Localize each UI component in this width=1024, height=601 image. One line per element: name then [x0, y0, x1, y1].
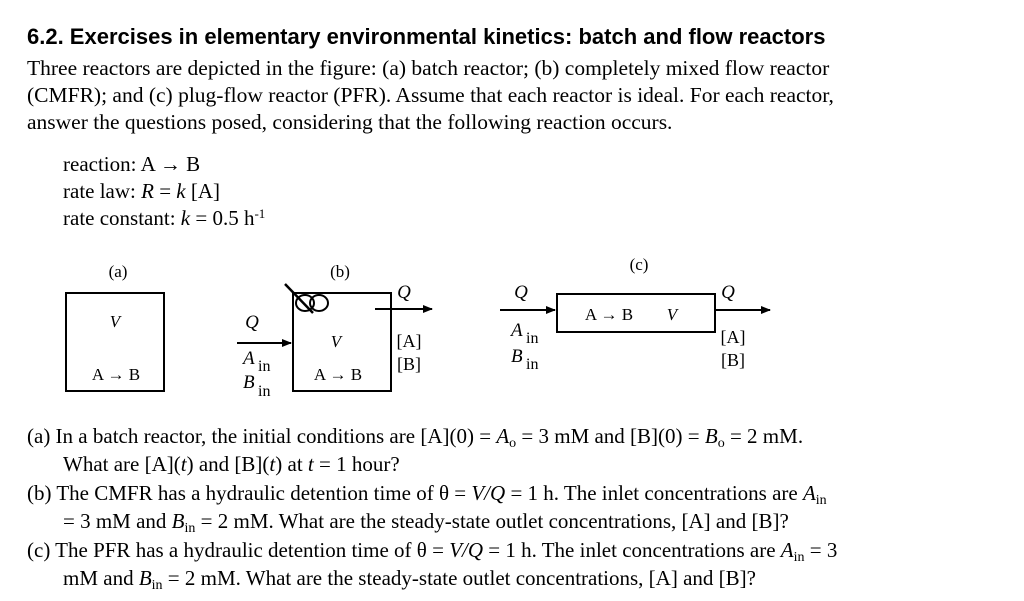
mixer-blade-right: [310, 295, 328, 311]
pfr-inlet-A-sub: in: [526, 330, 539, 347]
pfr-inlet-A-label: A: [511, 320, 523, 341]
cmfr-outlet-A-label: [A]: [396, 331, 422, 351]
pfr-inlet-flow-label: Q: [514, 282, 528, 303]
intro-line-2: (CMFR); and (c) plug-flow reactor (PFR). Assume that each reactor is ideal. For each reactor,: [27, 83, 834, 107]
pfr-inlet-B-label: B: [511, 346, 523, 367]
pfr-outlet-A-label: [A]: [720, 327, 746, 347]
batch-reaction-label: A → B: [91, 365, 141, 384]
section-heading: 6.2. Exercises in elementary environmental kinetics: batch and flow reactors: [27, 24, 826, 49]
pfr-outlet-flow-label: Q: [721, 282, 735, 303]
batch-volume-label: V: [109, 312, 121, 331]
cmfr-inlet-A-label: A: [243, 348, 255, 369]
cmfr-outlet-B-label: [B]: [397, 354, 421, 374]
pfr-inlet-B-sub: in: [526, 356, 539, 373]
cmfr-outlet-flow-label: Q: [397, 282, 411, 303]
question-a-line-1: (a) In a batch reactor, the initial conditions are $[A](0) = A_o = 3$ mM and $[B](0) = B_o = 2$ mM.: [27, 424, 804, 451]
cmfr-volume-label: V: [330, 332, 342, 351]
reaction-line: reaction: A → B: [63, 152, 201, 176]
question-b-line-1: (b) The CMFR has a hydraulic detention time of θ = V/Q = 1 h. The inlet concentrations are $A_{in}$: [27, 481, 827, 508]
pfr-tube: [557, 294, 715, 332]
question-c-line-2: mM and $B_{in} = 2$ mM. What are the steady-state outlet concentrations, [A] and [B]?: [63, 566, 756, 593]
intro-line-3: answer the questions posed, considering that the following reaction occurs.: [27, 110, 673, 134]
question-a-line-2: What are [A](t) and [B](t) at t = 1 hour?: [63, 452, 400, 476]
rate-law-line: rate law: R = k [A]: [63, 179, 221, 203]
label-batch-reactor: (a): [108, 262, 128, 281]
cmfr-inlet-flow-label: Q: [245, 312, 259, 333]
cmfr-inlet-B-label: B: [243, 372, 255, 393]
question-c-line-1: (c) The PFR has a hydraulic detention time of θ = V/Q = 1 h. The inlet concentrations are $A_{in} = 3$: [27, 538, 838, 565]
cmfr-inlet-B-sub: in: [258, 383, 271, 400]
rate-constant-line: rate constant: k = 0.5 $h^{-1}$: [63, 206, 266, 230]
question-b-line-2: = 3 mM and $B_{in} = 2$ mM. What are the steady-state outlet concentrations, [A] and [B]?: [63, 509, 789, 536]
cmfr-reaction-label: A → B: [313, 365, 363, 384]
cmfr-inlet-A-sub: in: [258, 358, 271, 375]
pfr-reaction-label: A → B: [584, 305, 634, 324]
pfr-volume-label: V: [666, 305, 678, 324]
intro-line-1: Three reactors are depicted in the figure: (a) batch reactor; (b) completely mixed flow reactor: [27, 56, 830, 80]
label-pfr: (c): [629, 255, 649, 274]
label-cmfr: (b): [330, 262, 350, 281]
pfr-outlet-B-label: [B]: [721, 350, 745, 370]
